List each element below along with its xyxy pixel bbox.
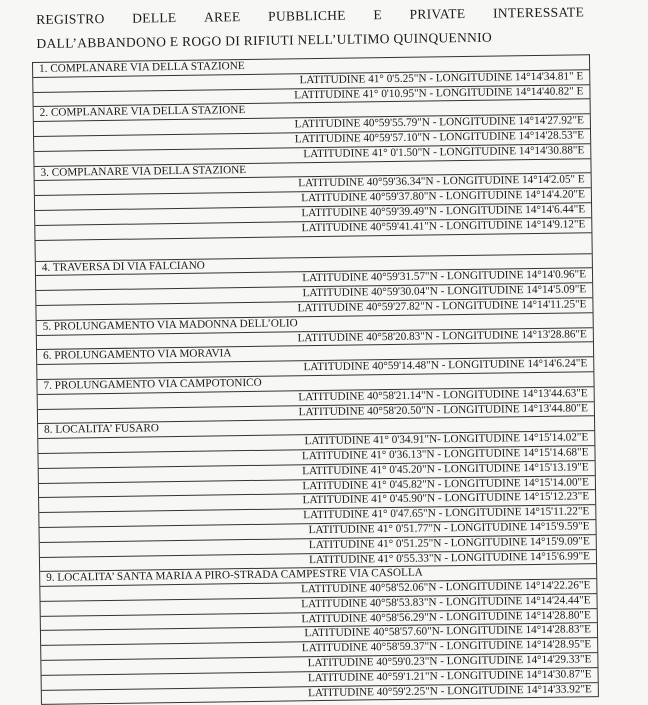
coordinates-table: [32, 54, 599, 705]
coordinate-row: LATITUDINE 41° 0'36.13"N - LONGITUDINE 14°15'14.68"E: [38, 446, 594, 469]
coordinate-row: LATITUDINE 40°59'30.04"N - LONGITUDINE 14°14'5.09"E: [36, 283, 592, 306]
coordinate-row: LATITUDINE 40°59'39.49"N - LONGITUDINE 14°14'6.44"E: [35, 203, 591, 226]
coordinate-row: LATITUDINE 40°58'52.06"N - LONGITUDINE 14°14'22.26"E: [40, 579, 596, 602]
coordinate-row: LATITUDINE 41° 0'34.91"N- LONGITUDINE 14°15'14.02"E: [38, 431, 594, 454]
coordinate-row: LATITUDINE 40°59'31.57"N - LONGITUDINE 14°14'0.96"E: [36, 269, 592, 292]
coordinate-row: LATITUDINE 40°58'56.29"N - LONGITUDINE 14°14'28.80"E: [41, 609, 597, 632]
coordinate-row: LATITUDINE 41° 0'47.65"N - LONGITUDINE 14°15'11.22"E: [39, 505, 595, 528]
header-word: INTERESSATE: [492, 4, 585, 21]
coordinate-row: LATITUDINE 40°59'14.48"N - LONGITUDINE 14°14'6.24"E: [37, 357, 593, 380]
coordinate-row: LATITUDINE 40°58'59.37"N - LONGITUDINE 14°14'28.95"E: [41, 638, 597, 661]
coordinate-row: LATITUDINE 41° 0'51.25"N - LONGITUDINE 14°15'9.09"E: [40, 535, 596, 558]
coordinate-row: LATITUDINE 40°58'57.60"N- LONGITUDINE 14°14'28.83"E: [41, 624, 597, 647]
coordinate-row: LATITUDINE 40°58'53.83"N - LONGITUDINE 14°14'24.44"E: [41, 594, 597, 617]
coordinate-row: LATITUDINE 40°59'41.41"N - LONGITUDINE 14°14'9.12"E: [35, 218, 591, 241]
coordinate-row: LATITUDINE 40°59'36.34"N - LONGITUDINE 14°14'2.05" E: [35, 174, 591, 197]
coordinate-row: LATITUDINE 40°59'0.23"N - LONGITUDINE 14°14'29.33"E: [41, 653, 597, 676]
header-title-line2: DALL’ABBANDONO E ROGO DI RIFIUTI NELL’ULTIMO QUINQUENNIO: [36, 29, 493, 51]
coordinate-row: LATITUDINE 41° 0'45.90"N - LONGITUDINE 14°15'12.23"E: [39, 490, 595, 513]
coordinate-row: LATITUDINE 40°58'21.14"N - LONGITUDINE 14°13'44.63"E: [38, 387, 594, 410]
section-heading: 4. TRAVERSA DI VIA FALCIANO: [36, 254, 592, 277]
coordinate-row: LATITUDINE 41° 0'5.25"N - LONGITUDINE 14°14'34.81" E: [33, 70, 589, 93]
coordinate-row: LATITUDINE 40°58'20.83"N - LONGITUDINE 14°13'28.86"E: [37, 328, 593, 351]
header-word: DELLE: [132, 10, 177, 26]
coordinate-row: LATITUDINE 40°59'1.21"N - LONGITUDINE 14°14'30.87"E: [42, 668, 598, 691]
section-heading: 8. LOCALITA’ FUSARO: [38, 417, 594, 440]
coordinate-row: LATITUDINE 41° 0'55.33"N - LONGITUDINE 14°15'6.99"E: [40, 550, 596, 573]
header-word: REGISTRO: [36, 11, 105, 27]
header-word: PUBBLICHE: [267, 7, 346, 24]
coordinate-row: LATITUDINE 41° 0'51.77"N - LONGITUDINE 14°15'9.59"E: [40, 520, 596, 543]
section-heading: 5. PROLUNGAMENTO VIA MADONNA DELL’OLIO: [37, 313, 593, 336]
section-heading: 2. COMPLANARE VIA DELLA STAZIONE: [34, 100, 590, 123]
header-word: PRIVATE: [409, 6, 466, 22]
coordinate-row: LATITUDINE 40°59'55.79"N - LONGITUDINE 14°14'27.92"E: [34, 114, 590, 137]
section-heading: 6. PROLUNGAMENTO VIA MORAVIA: [37, 343, 593, 366]
coordinate-row: LATITUDINE 40°58'20.50"N - LONGITUDINE 14°13'44.80"E: [38, 402, 594, 425]
section-heading: 9. LOCALITA’ SANTA MARIA A PIRO-STRADA CAMPESTRE VIA CASOLLA: [40, 564, 596, 587]
coordinate-row: LATITUDINE 41° 0'10.95"N - LONGITUDINE 14°14'40.82" E: [33, 85, 589, 108]
coordinate-row: LATITUDINE 41° 0'45.20"N - LONGITUDINE 14°15'13.19"E: [39, 461, 595, 484]
document-header: [36, 0, 585, 56]
section-heading: 1. COMPLANARE VIA DELLA STAZIONE: [33, 55, 589, 78]
coordinate-row: LATITUDINE 40°59'2.25"N - LONGITUDINE 14°14'33.92"E: [42, 683, 598, 705]
coordinate-row: LATITUDINE 40°59'27.82"N - LONGITUDINE 14°14'11.25"E: [36, 298, 592, 321]
header-word: AREE: [203, 9, 241, 25]
coordinate-row: LATITUDINE 40°59'57.10"N - LONGITUDINE 14°14'28.53"E: [34, 129, 590, 152]
section-heading: 3. COMPLANARE VIA DELLA STAZIONE: [34, 159, 590, 182]
coordinate-row: LATITUDINE 41° 0'1.50"N - LONGITUDINE 14°14'30.88"E: [34, 144, 590, 167]
coordinate-row: LATITUDINE 41° 0'45.82"N - LONGITUDINE 14°15'14.00"E: [39, 476, 595, 499]
header-word: E: [373, 7, 383, 23]
section-heading: 7. PROLUNGAMENTO VIA CAMPOTONICO: [37, 372, 593, 395]
coordinate-row: LATITUDINE 40°59'37.80"N - LONGITUDINE 14°14'4.20"E: [35, 188, 591, 211]
